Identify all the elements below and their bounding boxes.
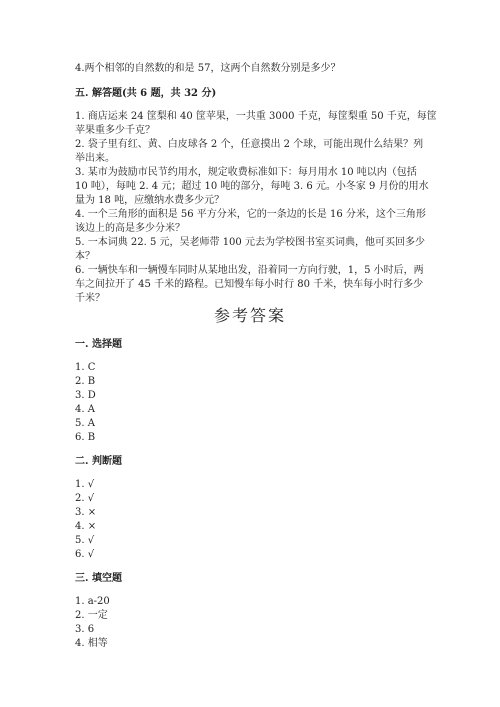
q5-line-2: 本？	[75, 251, 95, 262]
q6-line-2: 车之间拉开了 45 千米的路程。已知慢车每小时行 80 千米，快车每小时行多少	[75, 279, 424, 290]
q3-line-2: 10 吨），每吨 2. 4 元；超过 10 吨的部分，每吨 3. 6 元。小冬家 9 月份的用水	[75, 181, 429, 192]
judge-answer-2: 2. √	[75, 493, 95, 504]
section-5-heading: 五. 解答题(共 6 题，共 32 分)	[75, 88, 217, 99]
q3-line-1: 3. 某市为鼓励市民节约用水，规定收费标准如下：每月用水 10 吨以内（包括	[75, 167, 417, 178]
q6-line-3: 千米？	[75, 293, 105, 304]
choice-answer-1: 1. C	[75, 362, 96, 373]
judge-answer-6: 6. √	[75, 549, 95, 560]
fill-answer-2: 2. 一定	[75, 610, 108, 621]
q5-line-1: 5. 一本词典 22. 5 元，吴老师带 100 元去为学校图书室买词典，他可买回多少	[75, 237, 425, 248]
fill-answer-3: 3. 6	[75, 624, 95, 635]
q4-line-2: 该边上的高是多少分米？	[75, 223, 185, 234]
fill-answer-4: 4. 相等	[75, 638, 108, 649]
judge-answer-4: 4. ×	[75, 521, 97, 532]
q2-line-1: 2. 袋子里有红、黄、白皮球各 2 个，任意摸出 2 个球，可能出现什么结果？列	[75, 139, 424, 150]
choice-answer-3: 3. D	[75, 390, 96, 401]
choice-answer-2: 2. B	[75, 376, 96, 387]
q1-line-2: 苹果重多少千克？	[75, 125, 155, 136]
fill-answer-1: 1. a-20	[75, 596, 110, 607]
choice-answer-5: 5. A	[75, 418, 95, 429]
q2-line-2: 举出来。	[75, 153, 115, 164]
q6-line-1: 6. 一辆快车和一辆慢车同时从某地出发，沿着同一方向行驶，1，5 小时后，两	[75, 265, 424, 276]
q1-line-1: 1. 商店运来 24 筐梨和 40 筐苹果，一共重 3000 千克，每筐梨重 50 千克，每筐	[75, 111, 437, 122]
answer-section-choice-heading: 一. 选择题	[75, 339, 122, 350]
answer-section-judge-heading: 二. 判断题	[75, 456, 122, 467]
q3-line-3: 量为 18 吨，应缴纳水费多少元？	[75, 195, 225, 206]
q4-line-1: 4. 一个三角形的面积是 56 平方分米，它的一条边的长是 16 分米，这个三角形	[75, 209, 426, 220]
fill-question-4: 4.两个相邻的自然数的和是 57，这两个自然数分别是多少？	[75, 63, 341, 74]
answer-section-fill-heading: 三. 填空题	[75, 573, 122, 584]
answers-title: 参考答案	[213, 306, 286, 325]
judge-answer-1: 1. √	[75, 479, 95, 490]
judge-answer-3: 3. ×	[75, 507, 97, 518]
choice-answer-4: 4. A	[75, 404, 95, 415]
judge-answer-5: 5. √	[75, 535, 95, 546]
choice-answer-6: 6. B	[75, 432, 96, 443]
